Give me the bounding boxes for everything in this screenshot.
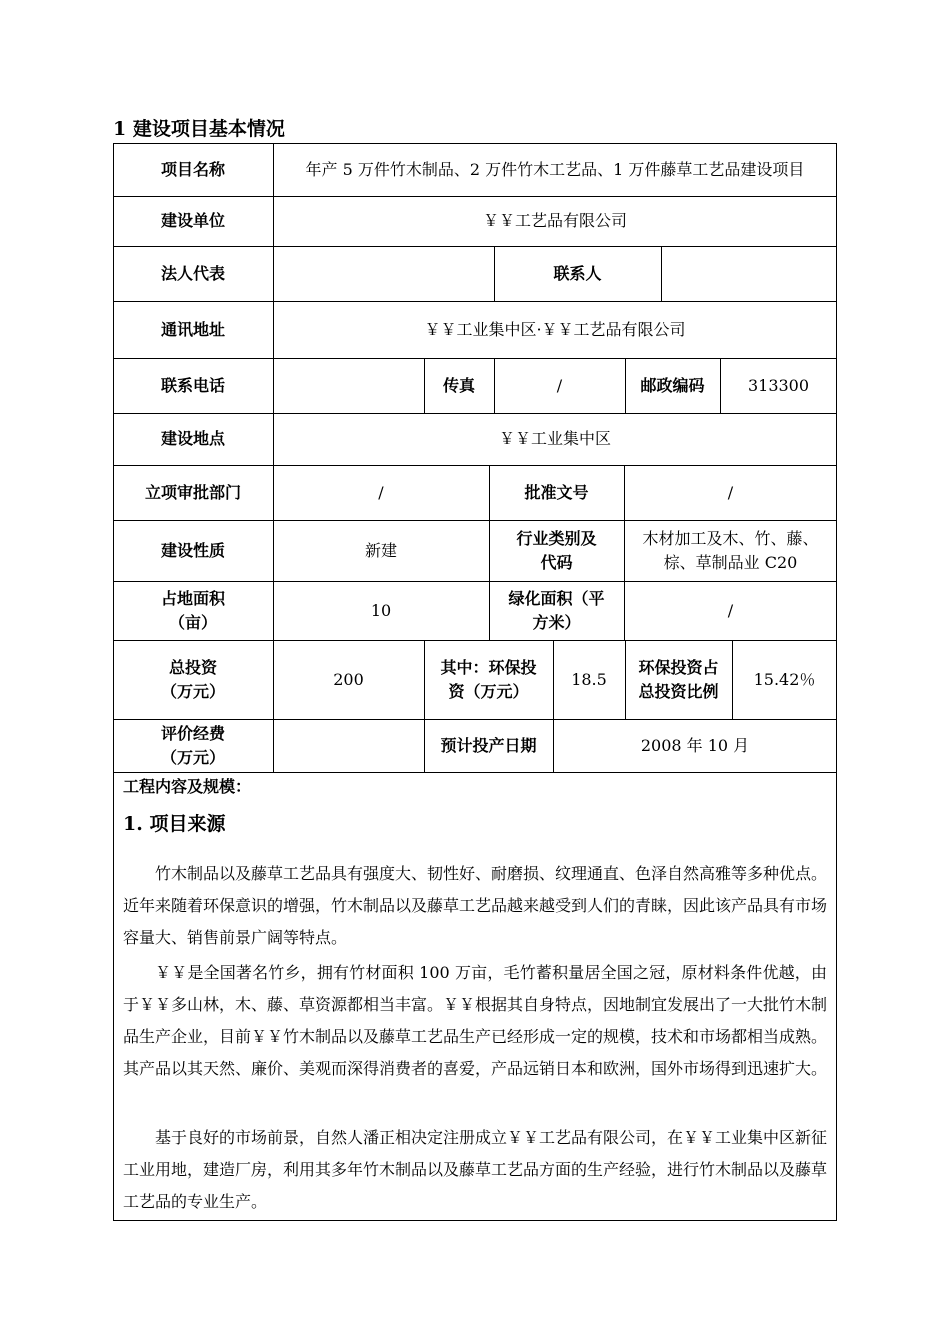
- env-ratio-value: 15.42％: [753, 669, 816, 689]
- total-invest-label: 总投资（万元）: [160, 657, 225, 701]
- paragraph: ￥￥是全国著名竹乡，拥有竹材面积 100 万亩，毛竹蓄积量居全国之冠，原材料条件优越，由于￥￥多山林，木、藤、草资源都相当丰富。￥￥根据其自身特点，因地制宜发展出了一大批竹木制品生产企业，目前￥￥竹木制品以及藤草工艺品生产已经形成一定的规模，技术和市场都相当成熟。其产品以其天然、廉价、美观而深得消费者的喜爱，产品远销日本和欧洲，国外市场得到迅速扩大。: [123, 963, 828, 1078]
- land-area-value: 10: [370, 600, 392, 620]
- project-name-label: 项目名称: [160, 159, 225, 179]
- builder-label: 建设单位: [160, 211, 225, 230]
- page-title: 1 建设项目基本情况: [113, 118, 285, 140]
- table-rule: [113, 772, 837, 773]
- eval-fee-value: [273, 719, 424, 772]
- project-name-value: 年产 5 万件竹木制品、2 万件竹木工艺品、1 万件藤草工艺品建设项目: [305, 159, 805, 179]
- nature-value: 新建: [364, 540, 397, 560]
- total-invest-value: 200: [333, 669, 364, 689]
- address-value: ￥￥工业集中区·￥￥工艺品有限公司: [424, 319, 686, 339]
- approval-doc-label: 批准文号: [524, 482, 589, 502]
- site-label: 建设地点: [160, 429, 225, 448]
- section-title: 1. 项目来源: [123, 813, 226, 835]
- site-value: ￥￥工业集中区: [498, 429, 611, 448]
- env-ratio-label: 环保投资占总投资比例: [638, 657, 719, 701]
- eval-fee-label: 评价经费（万元）: [160, 723, 225, 767]
- contact-label: 联系人: [553, 263, 602, 283]
- approval-dept-label: 立项审批部门: [144, 482, 241, 502]
- postcode-value: 313300: [747, 375, 810, 395]
- legal-rep-value: [273, 246, 494, 301]
- phone-value: [273, 358, 424, 413]
- postcode-label: 邮政编码: [640, 375, 705, 395]
- industry-value: 木材加工及木、竹、藤、棕、草制品业 C20: [642, 528, 819, 572]
- env-invest-value: 18.5: [571, 669, 607, 689]
- fax-value: /: [556, 375, 563, 395]
- green-area-label: 绿化面积（平方米）: [508, 588, 605, 632]
- fax-label: 传真: [442, 375, 475, 395]
- scope-label: 工程内容及规模：: [123, 777, 252, 796]
- phone-label: 联系电话: [160, 375, 225, 395]
- approval-doc-value: /: [727, 482, 734, 502]
- env-invest-label: 其中：环保投资（万元）: [440, 657, 537, 701]
- prod-date-value: 2008 年 10 月: [640, 735, 750, 755]
- green-area-value: /: [727, 600, 734, 620]
- industry-label: 行业类别及代码: [516, 528, 597, 572]
- land-area-label: 占地面积（亩）: [160, 588, 225, 632]
- legal-rep-label: 法人代表: [160, 263, 225, 283]
- paragraph: 基于良好的市场前景，自然人潘正相决定注册成立￥￥工艺品有限公司，在￥￥工业集中区新征工业用地，建造厂房，利用其多年竹木制品以及藤草工艺品方面的生产经验，进行竹木制品以及藤草工艺品的专业生产。: [123, 1128, 828, 1211]
- approval-dept-value: /: [378, 482, 384, 502]
- paragraph: 竹木制品以及藤草工艺品具有强度大、韧性好、耐磨损、纹理通直、色泽自然高雅等多种优点。近年来随着环保意识的增强，竹木制品以及藤草工艺品越来越受到人们的青睐，因此该产品具有市场容量大、销售前景广阔等特点。: [123, 864, 828, 947]
- contact-value: [661, 246, 837, 301]
- address-label: 通讯地址: [160, 319, 225, 339]
- nature-label: 建设性质: [160, 540, 225, 560]
- builder-value: ￥￥工艺品有限公司: [482, 211, 627, 230]
- prod-date-label: 预计投产日期: [440, 735, 537, 755]
